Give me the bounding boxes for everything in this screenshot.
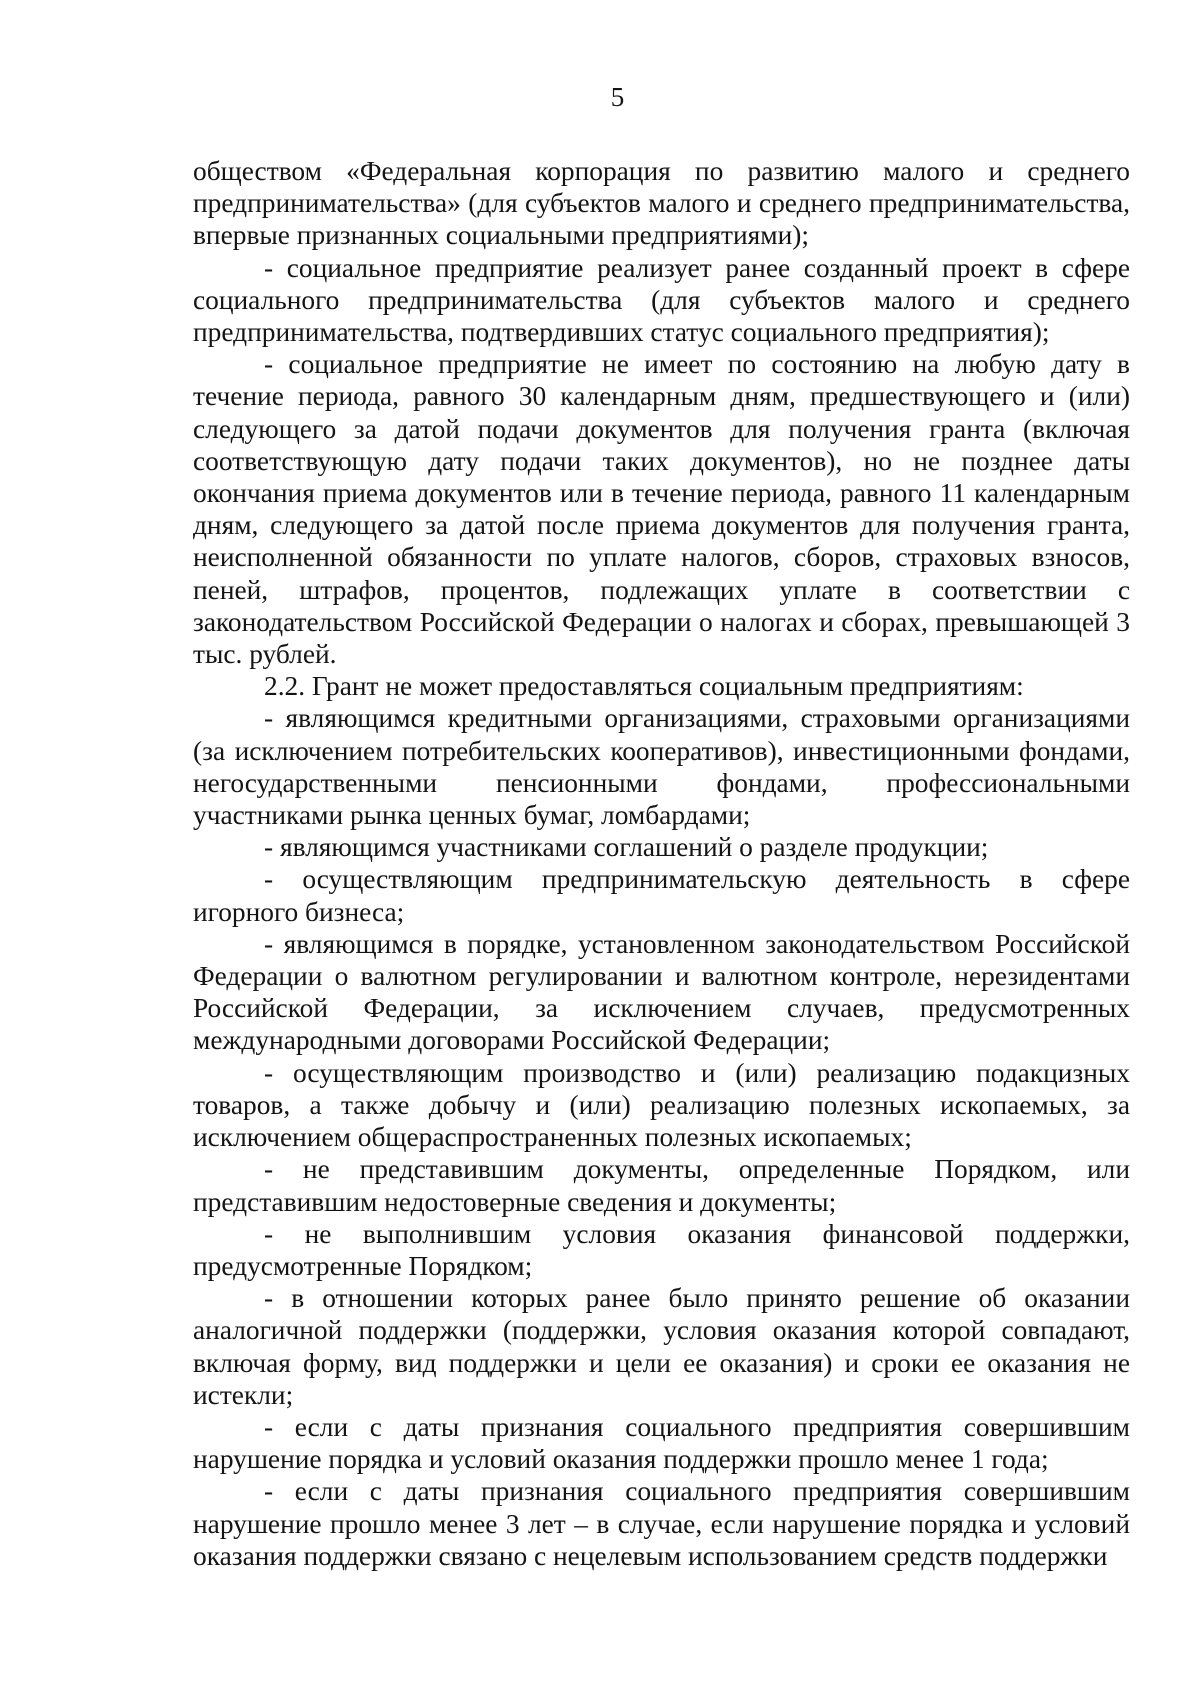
paragraph-credit-organizations: - являющимся кредитными организациями, страховыми организациями (за исключением потребительских кооперативов), инвестиционными фондами, негосударственными пенсионными фондами, профессиональными участниками рынка ценных бумаг, ломбардами;: [193, 703, 1130, 831]
paragraph-similar-support: - в отношении которых ранее было принято решение об оказании аналогичной поддержки (поддержки, условия оказания которой совпадают, включая форму, вид поддержки и цели ее оказания) и сроки ее оказания не истекли;: [193, 1283, 1130, 1410]
paragraph-continuation: обществом «Федеральная корпорация по развитию малого и среднего предпринимательства» (для субъектов малого и среднего предпринимательства, впервые признанных социальными предприятиями);: [193, 156, 1130, 251]
paragraph-violation-1-year: - если с даты признания социального предприятия совершившим нарушение порядка и условий оказания поддержки прошло менее 1 года;: [193, 1411, 1130, 1475]
paragraph-nonresidents: - являющимся в порядке, установленном законодательством Российской Федерации о валютном регулировании и валютном контроле, нерезидентами Российской Федерации, за исключением случаев, предусмотренных международными договорами Российской Федерации;: [193, 928, 1130, 1056]
paragraph-excise-goods: - осуществляющим производство и (или) реализацию подакцизных товаров, а также добычу и (или) реализацию полезных ископаемых, за исключением общераспространенных полезных ископаемых;: [193, 1057, 1130, 1153]
paragraph-gambling: - осуществляющим предпринимательскую деятельность в сфере игорного бизнеса;: [193, 864, 1130, 927]
paragraph-documents-not-submitted: - не представившим документы, определенные Порядком, или представившим недостоверные сведения и документы;: [193, 1154, 1130, 1217]
paragraph-conditions-not-met: - не выполнившим условия оказания финансовой поддержки, предусмотренные Порядком;: [193, 1218, 1130, 1281]
paragraph-tax-debt: - социальное предприятие не имеет по состоянию на любую дату в течение периода, равного 30 календарным дням, предшествующего и (или) следующего за датой подачи документов для получения гранта (включая соответствующую дату подачи таких документов), но не позднее даты окончания приема документов или в течение периода, равного 11 календарным дням, следующего за датой после приема документов для получения гранта, неисполненной обязанности по уплате налогов, сборов, страховых взносов, пеней, штрафов, процентов, подлежащих уплате в соответствии с законодательством Российской Федерации о налогах и сборах, превышающей 3 тыс. рублей.: [193, 349, 1130, 670]
page-number: 5: [610, 82, 625, 112]
paragraph-production-sharing: - являющимся участниками соглашений о разделе продукции;: [264, 832, 989, 863]
paragraph-violation-3-years: - если с даты признания социального предприятия совершившим нарушение прошло менее 3 лет – в случае, если нарушение порядка и условий оказания поддержки связано с нецелевым использованием средств поддержки: [193, 1476, 1130, 1571]
section-heading-2-2: 2.2. Грант не может предоставляться социальным предприятиям:: [264, 671, 1024, 702]
paragraph-social-project: - социальное предприятие реализует ранее созданный проект в сфере социального предпринимательства (для субъектов малого и среднего предпринимательства, подтвердивших статус социального предприятия);: [193, 252, 1130, 348]
document-body: [193, 155, 1130, 1572]
